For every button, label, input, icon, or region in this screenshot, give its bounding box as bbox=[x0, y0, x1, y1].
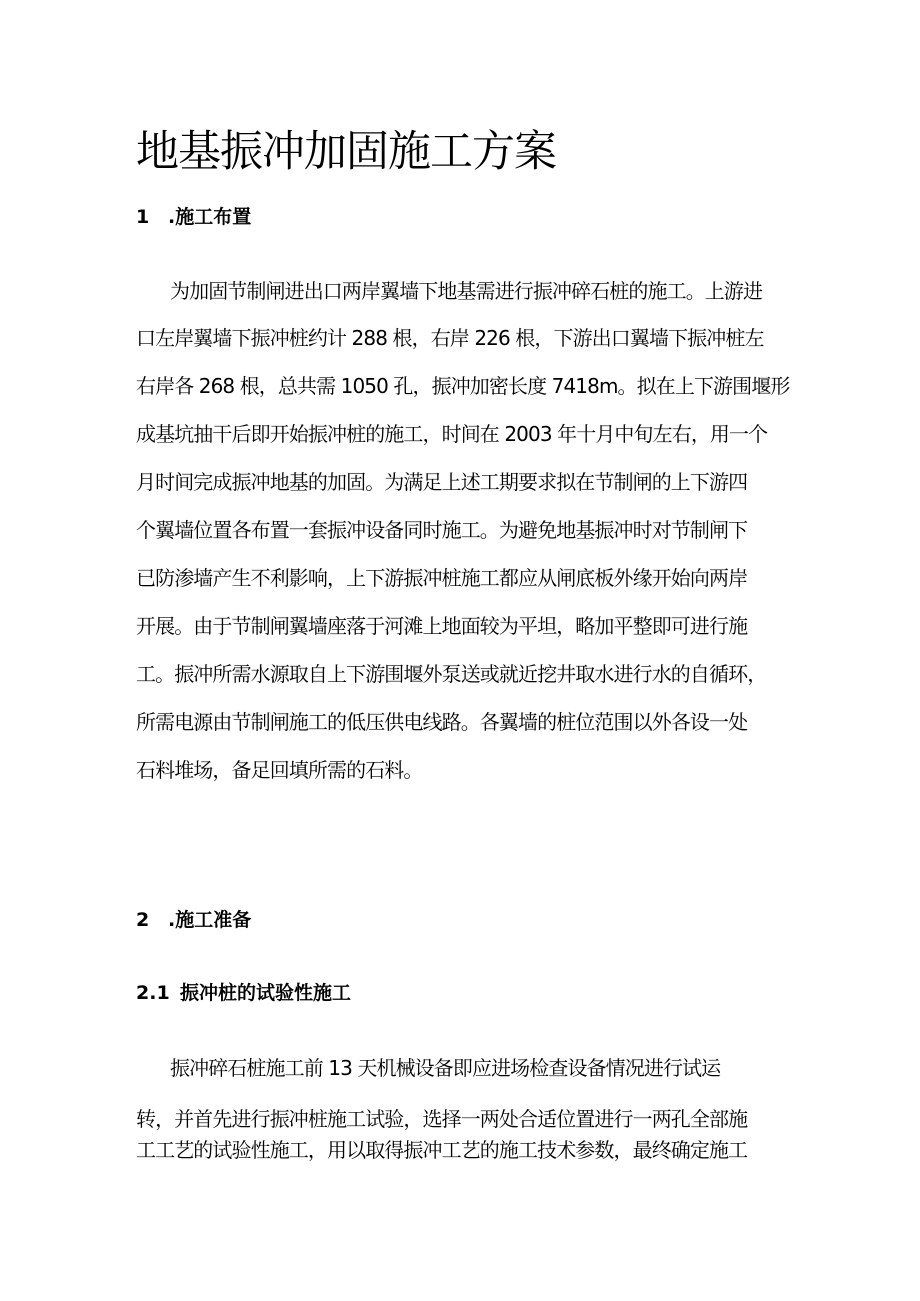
paragraph-line: 右岸各 268 根，总共需 1050 孔，振冲加密长度 7418m。拟在上下游围堰形 bbox=[136, 374, 790, 398]
paragraph-line: 月时间完成振冲地基的加固。为满足上述工期要求拟在节制闸的上下游四 bbox=[136, 470, 748, 494]
section-1-number: 1 bbox=[136, 206, 150, 228]
section-1-heading bbox=[136, 203, 251, 231]
document-title: 地基振冲加固施工方案 bbox=[136, 127, 556, 177]
paragraph-line: 个翼墙位置各布置一套振冲设备同时施工。为避免地基振冲时对节制闸下 bbox=[136, 518, 748, 542]
paragraph-line: 为加固节制闸进出口两岸翼墙下地基需进行振冲碎石桩的施工。上游进 bbox=[170, 279, 763, 303]
subsection-2-1-number: 2.1 bbox=[136, 982, 170, 1004]
section-2-heading bbox=[136, 906, 251, 934]
paragraph-line: 工。振冲所需水源取自上下游围堰外泵送或就近挖井取水进行水的自循环， bbox=[136, 662, 767, 686]
paragraph-line: 振冲碎石桩施工前 13 天机械设备即应进场检查设备情况进行试运 bbox=[170, 1056, 721, 1080]
paragraph-line: 石料堆场，备足回填所需的石料。 bbox=[136, 758, 423, 782]
subsection-2-1-heading bbox=[136, 979, 351, 1007]
section-1-label: .施工布置 bbox=[168, 206, 252, 228]
section-2-number: 2 bbox=[136, 909, 150, 931]
paragraph-line: 成基坑抽干后即开始振冲桩的施工，时间在 2003 年十月中旬左右，用一个 bbox=[136, 422, 768, 446]
subsection-2-1-label: 振冲桩的试验性施工 bbox=[180, 982, 352, 1004]
paragraph-line: 口左岸翼墙下振冲桩约计 288 根，右岸 226 根，下游出口翼墙下振冲桩左 bbox=[136, 326, 764, 350]
paragraph-line: 转，并首先进行振冲桩施工试验，选择一两处合适位置进行一两孔全部施 bbox=[136, 1107, 748, 1131]
paragraph-line: 工工艺的试验性施工，用以取得振冲工艺的施工技术参数，最终确定施工 bbox=[136, 1138, 748, 1162]
paragraph-line: 已防渗墙产生不利影响，上下游振冲桩施工都应从闸底板外缘开始向两岸 bbox=[136, 566, 748, 590]
section-2-label: .施工准备 bbox=[168, 909, 252, 931]
paragraph-line: 开展。由于节制闸翼墙座落于河滩上地面较为平坦，略加平整即可进行施 bbox=[136, 614, 748, 638]
paragraph-line: 所需电源由节制闸施工的低压供电线路。各翼墙的桩位范围以外各设一处 bbox=[136, 710, 748, 734]
